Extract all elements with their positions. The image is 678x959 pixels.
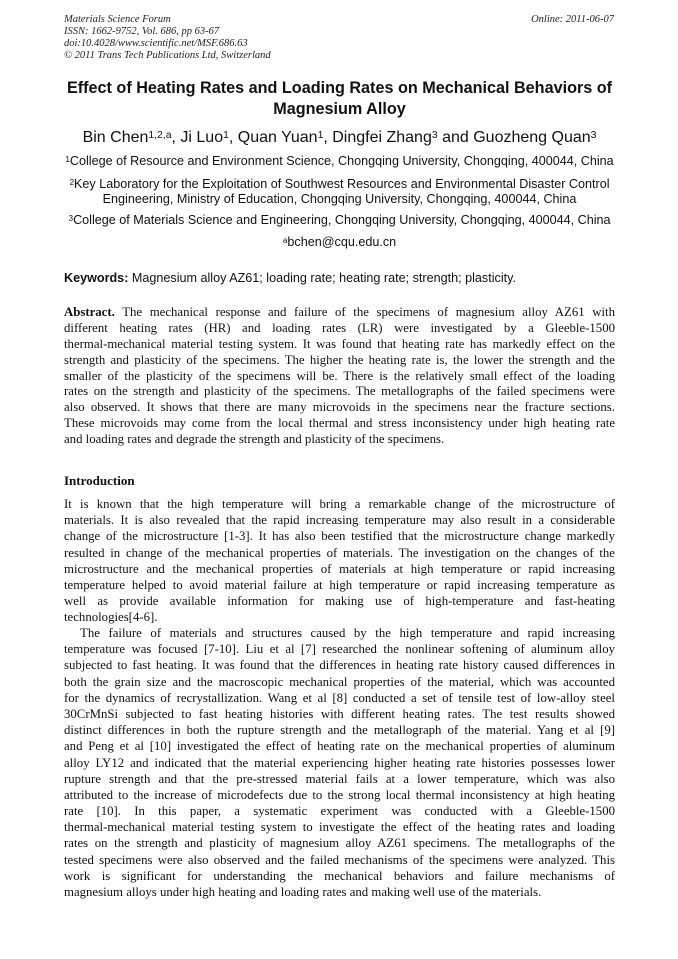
text-line: It is known that the high temperature will bring a remarkable change of the microstructure of xyxy=(64,497,615,511)
text-line: magnesium alloys under high heating and loading rates and making well use of the materials. xyxy=(64,885,542,899)
author-affiliation-marker: 3 xyxy=(590,130,597,141)
text-line: rate [10]. In this paper, a systematic experiment was conducted with a Gleeble-1500 xyxy=(64,804,615,819)
abstract-line xyxy=(64,353,615,369)
text-run: These microvoids may come from the local thermal and stress inconsistency under high heating rate xyxy=(64,416,615,431)
text-line: rupture strength and that the pre-stressed material fails at a lower temperature, which was also xyxy=(64,771,615,786)
affiliation-text: Engineering, Ministry of Education, Chongqing University, Chongqing, 400044, China xyxy=(102,192,577,206)
text-line: subjected to fast heating. It was found that the differences in heating rate history caused differences in xyxy=(64,658,615,673)
author-affiliation-marker: 3 xyxy=(431,130,438,141)
contact-email xyxy=(64,235,615,250)
keywords-label: Keywords: xyxy=(64,271,129,285)
author-separator: and xyxy=(437,129,474,146)
introduction-paragraph-2 xyxy=(64,625,615,900)
title-line: Magnesium Alloy xyxy=(273,100,406,118)
text-line: for the dynamics of recrystallization. Wang et al [8] conducted a set of tensile test of low-alloy steel xyxy=(64,690,615,705)
text-line: and Peng et al [10] investigated the effect of heating rate on the mechanical properties of aluminum xyxy=(64,739,615,754)
affiliation-1 xyxy=(54,154,625,169)
affiliation-text: College of Materials Science and Engineering, Chongqing University, Chongqing, 400044, China xyxy=(73,213,611,227)
author-name: Guozheng Quan xyxy=(473,129,591,146)
keywords xyxy=(64,271,615,285)
text-line: tested specimens were also observed and the failed mechanisms of the specimens were analyzed. This xyxy=(64,852,615,867)
text-line: both the grain size and the macroscopic mechanical properties of the material, which was accounted xyxy=(64,674,615,689)
abstract-line xyxy=(64,432,615,448)
text-line: work is significant for understanding the mechanical behaviors and failure mechanisms of xyxy=(64,868,615,883)
abstract-line xyxy=(64,321,615,337)
text-line: thermal-mechanical material testing system to investigate the effect of the heating rates and loading xyxy=(64,820,615,835)
author-name: Dingfei Zhang xyxy=(332,129,432,146)
text-line: alloy LY12 and indicated that the material experiencing higher heating rate histories possesses lower xyxy=(64,755,615,770)
text-line: technologies[4-6]. xyxy=(64,610,158,625)
abstract-line xyxy=(64,416,615,432)
abstract-line xyxy=(64,305,615,321)
text-line: change of the microstructure [1-3]. It has also been testified that the microstructure change markedly xyxy=(64,529,615,544)
text-run: and loading rates and degrade the strength and plasticity of the specimens. xyxy=(64,432,445,447)
text-line: microstructure and the mechanical properties of materials at high temperature or rapid increasing xyxy=(64,561,615,576)
author-separator: , xyxy=(323,129,333,146)
abstract xyxy=(64,305,615,448)
author-affiliation-marker: 1 xyxy=(317,130,324,141)
title-line: Effect of Heating Rates and Loading Rates on Mechanical Behaviors of xyxy=(66,79,613,97)
text-line: distinct differences in both the rupture strength and the metallograph of the material. Yang et al [9] xyxy=(64,723,615,738)
text-run: rates on the strength and plasticity of the specimens. The metallographs of the failed specimens were xyxy=(64,384,615,399)
text-run: smaller of the plasticity of the specimens will be. There is the relatively small effect of the loading xyxy=(64,368,615,383)
text-run: The mechanical response and failure of the specimens of magnesium alloy AZ61 with xyxy=(114,305,615,319)
affiliation-text: College of Resource and Environment Science, Chongqing University, Chongqing, 400044, China xyxy=(69,154,614,168)
text-run: different heating rates (HR) and loading rates (LR) were investigated by a Gleeble-1500 xyxy=(64,320,615,335)
text-line: attributed to the increase of microdefects due to the strong local thermal inconsistency at high heating xyxy=(64,787,615,802)
affiliation-text: Key Laboratory for the Exploitation of Southwest Resources and Environmental Disaster Control xyxy=(74,177,610,191)
affiliation-3 xyxy=(54,213,625,228)
author-separator: , xyxy=(228,129,238,146)
paper-title xyxy=(54,78,625,120)
author-name: Bin Chen xyxy=(82,129,149,146)
abstract-line xyxy=(64,400,615,416)
text-run: thermal-mechanical material testing system. It was found that heating rate has markedly effect on the xyxy=(64,336,615,351)
abstract-line xyxy=(64,384,615,400)
affiliation-marker: 3 xyxy=(68,214,74,223)
author-name: Ji Luo xyxy=(180,129,224,146)
introduction-paragraph-1 xyxy=(64,496,615,626)
affiliation-marker: 1 xyxy=(65,155,70,164)
copyright: © 2011 Trans Tech Publications Ltd, Switzerland xyxy=(64,50,271,61)
author-list xyxy=(64,128,615,148)
text-line: resulted in change of the mechanical properties of materials. The investigation on the changes of the xyxy=(64,545,615,560)
issn: ISSN: 1662-9752, Vol. 686, pp 63-67 xyxy=(64,26,220,37)
text-line: The failure of materials and structures caused by the high temperature and rapid increasing xyxy=(80,626,615,640)
author-separator: , xyxy=(171,129,181,146)
keywords-text: Magnesium alloy AZ61; loading rate; heating rate; strength; plasticity. xyxy=(128,271,516,285)
online-date: Online: 2011-06-07 xyxy=(531,14,614,25)
abstract-line xyxy=(64,369,615,385)
text-run: also observed. It shows that there are many microvoids in the specimens near the fracture sections. xyxy=(64,400,615,415)
author-name: Quan Yuan xyxy=(237,129,318,146)
affiliation-marker: 2 xyxy=(69,178,75,187)
author-affiliation-marker: 1 xyxy=(223,130,229,141)
text-line: rates on the strength and plasticity of magnesium alloy AZ61 specimens. The metallographs of the xyxy=(64,836,615,851)
affiliation-2 xyxy=(54,177,625,207)
text-line: 30CrMnSi subjected to fast heating histories with different heating rates. The test results showed xyxy=(64,706,615,721)
section-heading-introduction: Introduction xyxy=(64,473,135,488)
journal-name: Materials Science Forum xyxy=(64,14,171,25)
text-run: strength and plasticity of the specimens. The higher the heating rate is, the lower the strength and the xyxy=(64,352,615,367)
doi: doi:10.4028/www.scientific.net/MSF.686.63 xyxy=(64,38,248,49)
text-line: temperature was focused [7-10]. Liu et al [7] researched the nonlinear softening of aluminum alloy xyxy=(64,642,615,657)
email-marker: a xyxy=(282,236,288,245)
text-line: materials. It is also revealed that the rapid increasing temperature may also result in a considerable xyxy=(64,513,615,528)
text-line: temperature helped to avoid material failure at high temperature or rapid increasing temperature as xyxy=(64,577,615,592)
abstract-label: Abstract. xyxy=(64,305,115,319)
email-address[interactable]: bchen@cqu.edu.cn xyxy=(287,235,397,249)
author-affiliation-marker: 1,2,a xyxy=(148,130,172,141)
abstract-line xyxy=(64,337,615,353)
text-line: well as provide available information for making use of high-temperature and fast-heating xyxy=(64,594,615,609)
